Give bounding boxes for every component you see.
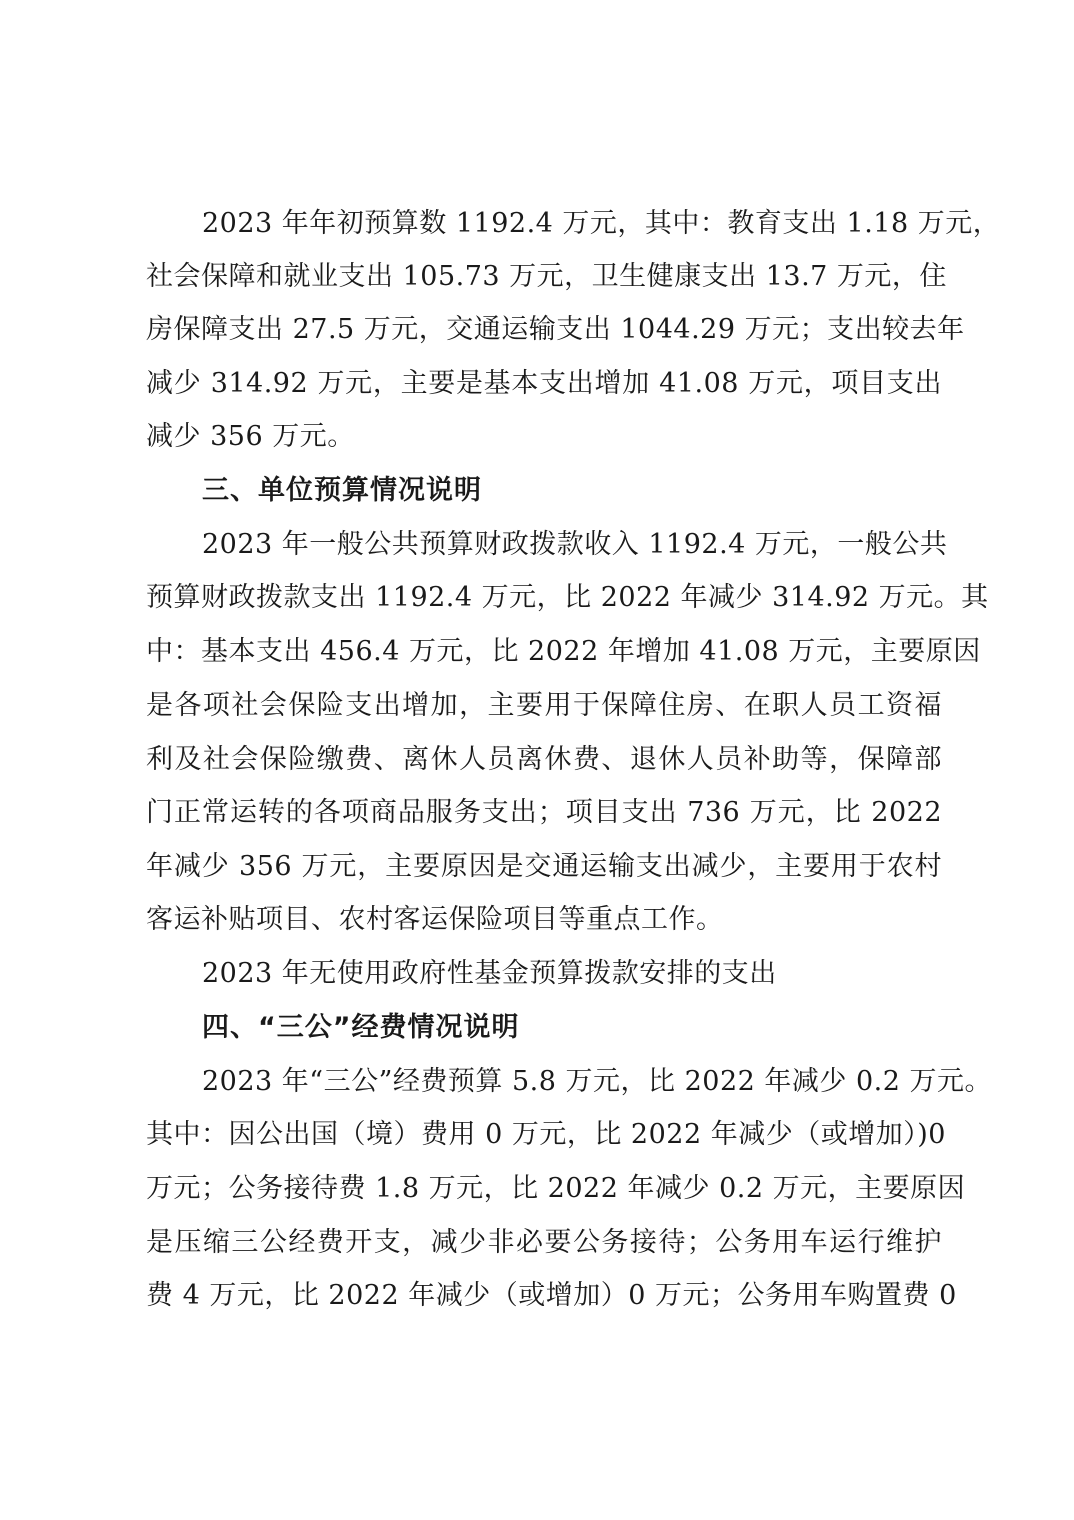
paragraph-line: 万元；公务接待费 1.8 万元，比 2022 年减少 0.2 万元，主要原因 (146, 1173, 966, 1204)
paragraph-line: 房保障支出 27.5 万元，交通运输支出 1044.29 万元；支出较去年 (146, 314, 965, 345)
paragraph-line: 利及社会保险缴费、离休人员离休费、退休人员补助等，保障部 (146, 744, 942, 775)
paragraph-line: 减少 356 万元。 (146, 421, 355, 452)
paragraph-line: 是各项社会保险支出增加，主要用于保障住房、在职人员工资福 (146, 690, 942, 721)
paragraph-line: 2023 年无使用政府性基金预算拨款安排的支出 (202, 958, 777, 989)
paragraph-line: 社会保障和就业支出 105.73 万元，卫生健康支出 13.7 万元，住 (146, 261, 947, 292)
section-heading: 三、单位预算情况说明 (202, 475, 482, 506)
section-heading: 四、“三公”经费情况说明 (202, 1012, 520, 1043)
paragraph-line: 预算财政拨款支出 1192.4 万元，比 2022 年减少 314.92 万元。其 (146, 582, 989, 613)
paragraph-line: 费 4 万元，比 2022 年减少（或增加）0 万元；公务用车购置费 0 (146, 1280, 957, 1311)
paragraph-line: 2023 年一般公共预算财政拨款收入 1192.4 万元，一般公共 (202, 529, 948, 560)
paragraph-line: 2023 年年初预算数 1192.4 万元，其中：教育支出 1.18 万元， (202, 208, 1001, 239)
paragraph-line: 客运补贴项目、农村客运保险项目等重点工作。 (146, 904, 724, 935)
paragraph-line: 年减少 356 万元，主要原因是交通运输支出减少，主要用于农村 (146, 851, 942, 882)
paragraph-line: 减少 314.92 万元，主要是基本支出增加 41.08 万元，项目支出 (146, 368, 942, 399)
paragraph-line: 中：基本支出 456.4 万元，比 2022 年增加 41.08 万元，主要原因 (146, 636, 981, 667)
paragraph-line: 其中：因公出国（境）费用 0 万元，比 2022 年减少（或增加）)0 (146, 1119, 946, 1150)
paragraph-line: 门正常运转的各项商品服务支出；项目支出 736 万元，比 2022 (146, 797, 942, 828)
paragraph-line: 2023 年“三公”经费预算 5.8 万元，比 2022 年减少 0.2 万元。 (202, 1066, 992, 1097)
paragraph-line: 是压缩三公经费开支，减少非必要公务接待；公务用车运行维护 (146, 1227, 942, 1258)
